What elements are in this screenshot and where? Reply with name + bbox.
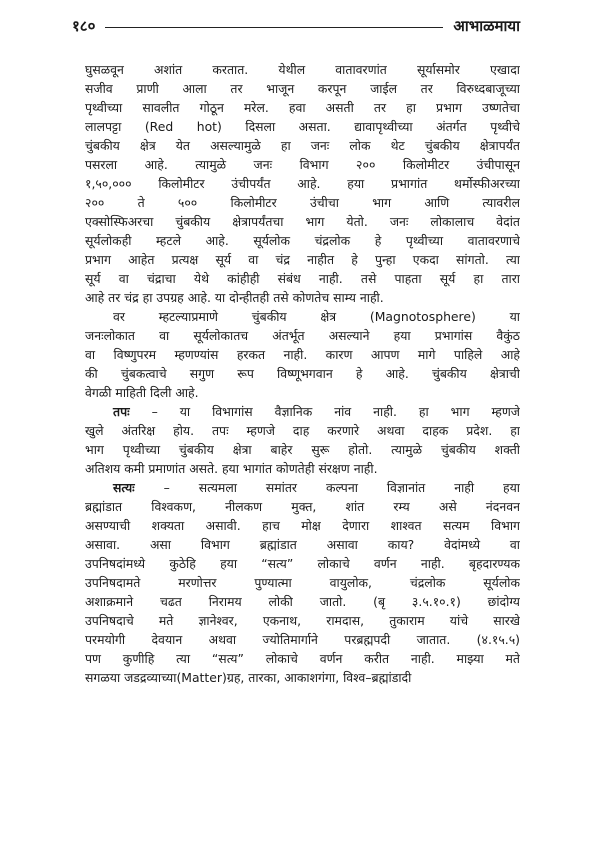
- line-text: पण कुणीहि त्या “सत्य” लोकाचे वर्णन करीत नाही. माझ्या मते: [85, 651, 520, 666]
- text-line: [85, 60, 520, 79]
- paragraph: [85, 307, 520, 402]
- text-line: [85, 212, 520, 231]
- text-line: [85, 497, 520, 516]
- text-line: [85, 231, 520, 250]
- line-text: सगळया जडद्रव्याच्या(Matter)ग्रह, तारका, आकाशगंगा, विश्व–ब्रह्मांडादी: [85, 670, 412, 685]
- text-line: [85, 98, 520, 117]
- text-line: [85, 573, 520, 592]
- text-line: [85, 383, 520, 402]
- text-line: [85, 668, 520, 687]
- text-line: [85, 611, 520, 630]
- line-text: असण्याची शक्यता असावी. हाच मोक्ष देणारा शाश्वत सत्यम विभाग: [85, 518, 520, 533]
- line-text: अशाक्रमाने चढत निरामय लोकी जातो. (बृ ३.५.१०.१) छांदोग्य: [85, 594, 520, 609]
- line-text: घुसळवून अशांत करतात. येथील वातावरणांत सूर्यासमोर एखादा: [85, 62, 520, 77]
- running-title: आभाळमाया: [453, 17, 520, 35]
- line-text: चुंबकीय क्षेत्र येत असल्यामुळे हा जनः लोक थेट चुंबकीय क्षेत्रापर्यंत: [85, 138, 520, 153]
- line-text: २०० ते ५०० किलोमीटर उंचीचा भाग आणि त्यावरील: [85, 195, 520, 210]
- paragraph: [85, 402, 520, 478]
- text-line: [85, 630, 520, 649]
- page-header: [72, 14, 520, 38]
- line-text: उपनिषदाचे मते ज्ञानेश्वर, एकनाथ, रामदास, तुकाराम यांचे सारखे: [85, 613, 520, 628]
- text-line: [85, 364, 520, 383]
- text-line: [85, 155, 520, 174]
- line-text: ब्रह्मांडात विश्वकण, नीलकण मुक्त, शांत रम्य असे नंदनवन: [85, 499, 520, 514]
- line-text: आहे तर चंद्र हा उपग्रह आहे. या दोन्हीतही तसे कोणतेच साम्य नाही.: [85, 290, 384, 305]
- line-text: १,५०,००० किलोमीटर उंचीपर्यंत आहे. हया प्रभागांत थर्मोस्फीअरच्या: [85, 176, 520, 191]
- paragraph: [85, 478, 520, 687]
- text-line: [85, 193, 520, 212]
- text-line: [85, 307, 520, 326]
- line-text: सूर्य वा चंद्राचा येथे कांहीही संबंध नाही. तसे पाहता सूर्य हा तारा: [85, 271, 520, 286]
- text-line: [85, 459, 520, 478]
- line-text: पसरला आहे. त्यामुळे जनः विभाग २०० किलोमीटर उंचीपासून: [85, 157, 520, 172]
- line-text: असावा. असा विभाग ब्रह्मांडात असावा काय? वेदांमध्ये वा: [85, 537, 520, 552]
- line-text: अतिशय कमी प्रमाणांत असते. हया भागांत कोणतेही संरक्षण नाही.: [85, 461, 378, 476]
- text-line: [85, 402, 520, 421]
- line-text: वर म्हटल्याप्रमाणे चुंबकीय क्षेत्र (Magnotosphere) या: [113, 309, 520, 324]
- line-text: उपनिषदामते मरणोत्तर पुण्यात्मा वायुलोक, चंद्रलोक सूर्यलोक: [85, 575, 520, 590]
- header-rule: [105, 27, 443, 28]
- line-text: जनःलोकात वा सूर्यलोकातच अंतर्भूत असल्याने हया प्रभागांस वैकुंठ: [85, 328, 520, 343]
- body-text: [85, 60, 520, 687]
- section-lead: तपः: [113, 404, 130, 419]
- line-text: खुले अंतरिक्ष होय. तपः म्हणजे दाह करणारे अथवा दाहक प्रदेश. हा: [85, 423, 520, 438]
- text-line: [85, 516, 520, 535]
- text-line: [85, 554, 520, 573]
- line-text: भाग पृथ्वीच्या चुंबकीय क्षेत्रा बाहेर सुरू होतो. त्यामुळे चुंबकीय शक्ती: [85, 442, 520, 457]
- line-text: सजीव प्राणी आला तर भाजून करपून जाईल तर विरुध्दबाजूच्या: [85, 81, 520, 96]
- text-line: [85, 326, 520, 345]
- text-line: [85, 535, 520, 554]
- text-line: [85, 79, 520, 98]
- text-line: [85, 288, 520, 307]
- line-text: प्रभाग आहेत प्रत्यक्ष सूर्य वा चंद्र नाहीत हे पुन्हा एकदा सांगतो. त्या: [85, 252, 520, 267]
- line-text: एक्सोस्फिअरचा चुंबकीय क्षेत्रापर्यंतचा भाग येतो. जनः लोकालाच वेदांत: [85, 214, 520, 229]
- text-line: [85, 649, 520, 668]
- text-line: [85, 136, 520, 155]
- line-text: परमयोगी देवयान अथवा ज्योतिमार्गाने परब्रह्मपदी जातात. (४.१५.५): [85, 632, 520, 647]
- line-text: पृथ्वीच्या सावलीत गोठून मरेल. हवा असती तर हा प्रभाग उष्णतेचा: [85, 100, 520, 115]
- section-lead: सत्यः: [113, 480, 135, 495]
- line-text: – या विभागांस वैज्ञानिक नांव नाही. हा भाग म्हणजे: [129, 404, 520, 419]
- text-line: [85, 269, 520, 288]
- line-text: लालपट्टा (Red hot) दिसला असता. द्यावापृथ्वीच्या अंतर्गत पृथ्वीचे: [85, 119, 520, 134]
- text-line: [85, 250, 520, 269]
- text-line: [85, 117, 520, 136]
- text-line: [85, 421, 520, 440]
- text-line: [85, 174, 520, 193]
- text-line: [85, 592, 520, 611]
- line-text: सूर्यलोकही म्हटले आहे. सूर्यलोक चंद्रलोक हे पृथ्वीच्या वातावरणाचे: [85, 233, 520, 248]
- line-text: वा विष्णुपरम म्हणण्यांस हरकत नाही. कारण आपण मागे पाहिले आहे: [85, 347, 520, 362]
- line-text: वेगळी माहिती दिली आहे.: [85, 385, 199, 400]
- line-text: – सत्यमला समांतर कल्पना विज्ञानांत नाही हया: [134, 480, 520, 495]
- line-text: की चुंबकत्वाचे सगुण रूप विष्णूभगवान हे आहे. चुंबकीय क्षेत्राची: [85, 366, 520, 381]
- paragraph: [85, 60, 520, 307]
- page-number: १८०: [72, 17, 96, 35]
- text-line: [85, 345, 520, 364]
- text-line: [85, 440, 520, 459]
- text-line: [85, 478, 520, 497]
- line-text: उपनिषदांमध्ये कुठेहि हया “सत्य” लोकाचे वर्णन नाही. बृहदारण्यक: [85, 556, 520, 571]
